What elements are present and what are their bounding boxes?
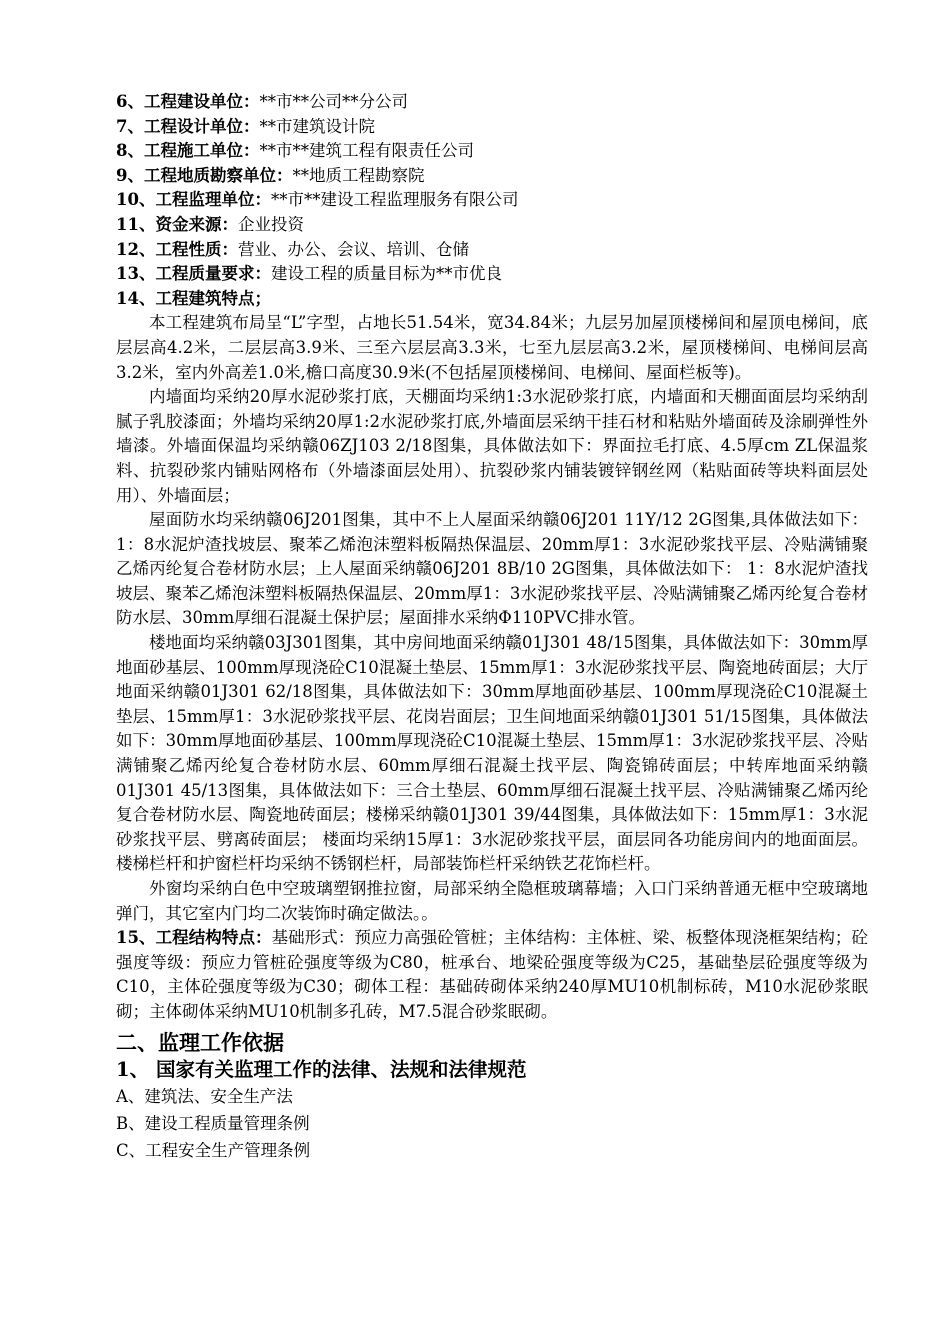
- paragraph-windows: 外窗均采纳白色中空玻璃塑钢推拉窗，局部采纳全隐框玻璃幕墙；入口门采纳普通无框中空玻璃地弹门，其它室内门均二次装饰时确定做法。。: [116, 879, 868, 923]
- heading-supervision-basis: 二、监理工作依据: [116, 1029, 284, 1055]
- document-content: [116, 90, 868, 1164]
- field-label: 6、工程建设单位：: [116, 92, 260, 111]
- paragraph-walls: 内墙面均采纳20厚水泥砂浆打底，天棚面均采纳1:3水泥砂浆打底，内墙面和天棚面面层均采纳刮腻子乳胶漆面；外墙均采纳20厚1:2水泥砂浆打底,外墙面层采纳干挂石材和粘贴外墙面砖及涂刷弹性外墙漆。外墙面保温均采纳赣06ZJ103 2/18图集，具体做法如下：界面拉毛打底、4.5厚cm ZL保温浆料、抗裂砂浆内铺贴网格布（外墙漆面层处用）、抗裂砂浆内铺装镀锌钢丝网（粘贴面砖等块料面层处用）、外墙面层；: [116, 387, 868, 505]
- field-value: 营业、办公、会议、培训、仓储: [237, 239, 469, 259]
- field-funding-source: [116, 213, 868, 238]
- section-label: 15、工程结构特点：: [116, 928, 272, 948]
- heading-number: 1、: [116, 1057, 150, 1081]
- field-contractor: [116, 139, 868, 164]
- field-design-unit: [116, 115, 868, 140]
- paragraph-layout: 本工程建筑布局呈“L”字型，占地长51.54米，宽34.84米；九层另加屋顶楼梯间和屋顶电梯间，底层层高4.2米，二层层高3.9米、三至六层层高3.3米，七至九层层高3.2米，屋顶楼梯间、电梯间层高3.2米，室内外高差1.0米,檐口高度30.9米(不包括屋顶楼梯间、电梯间、屋面栏板等)。: [116, 313, 868, 382]
- field-value: 企业投资: [237, 214, 304, 234]
- field-project-nature: [116, 238, 868, 263]
- reference-item: B、建设工程质量管理条例: [116, 1113, 310, 1133]
- field-label: 8、工程施工单位：: [116, 141, 260, 161]
- field-value: **市**建筑工程有限责任公司: [259, 141, 474, 161]
- field-label: 9、工程地质勘察单位：: [116, 165, 293, 185]
- field-value: **地质工程勘察院: [292, 165, 425, 185]
- reference-item: A、建筑法、安全生产法: [116, 1086, 293, 1106]
- field-label: 10、工程监理单位：: [116, 190, 271, 210]
- paragraph-floors: 楼地面均采纳赣03J301图集，其中房间地面采纳赣01J301 48/15图集，具体做法如下：30mm厚地面砂基层、100mm厚现浇砼C10混凝土垫层、15mm厚1：3水泥砂浆找平层、陶瓷地砖面层；大厅地面采纳赣01J301 62/18图集，具体做法如下：30mm厚地面砂基层、100mm厚现浇砼C10混凝土垫层、15mm厚1：3水泥砂浆找平层、花岗岩面层；卫生间地面采纳赣01J301 51/15图集，具体做法如下：30mm厚地面砂基层、100mm厚现浇砼C10混凝土垫层、15mm厚1：3水泥砂浆找平层、冷贴满铺聚乙烯丙纶复合卷材防水层、60mm厚细石混凝土找平层、陶瓷锦砖面层；中转库地面采纳赣01J301 45/13图集，具体做法如下：三合土垫层、60mm厚细石混凝土找平层、冷贴满铺聚乙烯丙纶复合卷材防水层、陶瓷地砖面层；楼梯采纳赣01J301 39/44图集，具体做法如下：15mm厚1：3水泥砂浆找平层、劈离砖面层； 楼面均采纳15厚1：3水泥砂浆找平层，面层同各功能房间内的地面面层。楼梯栏杆和护窗栏杆均采纳不锈钢栏杆，局部装饰栏杆采纳铁艺花饰栏杆。: [116, 633, 868, 874]
- field-value: **市**公司**分公司: [259, 92, 408, 111]
- field-survey-unit: [116, 164, 868, 189]
- paragraph-roof: 屋面防水均采纳赣06J201图集，其中不上人屋面采纳赣06J201 11Y/12 2G图集,具体做法如下： 1：8水泥炉渣找坡层、聚苯乙烯泡沫塑料板隔热保温层、20mm厚1：3水泥砂浆找平层、冷贴满铺聚乙烯丙纶复合卷材防水层；上人屋面采纳赣06J201 8B/10 2G图集，具体做法如下： 1：8水泥炉渣找坡层、聚苯乙烯泡沫塑料板隔热保温层、20mm厚1：3水泥砂浆找平层、冷贴满铺聚乙烯丙纶复合卷材防水层、30mm厚细石混凝土保护层；屋面排水采纳Φ110PVC排水管。: [116, 510, 868, 628]
- section-text: 基础形式：预应力高强砼管桩；主体结构：主体桩、梁、板整体现浇框架结构；砼强度等级：预应力管桩砼强度等级为C80，桩承台、地梁砼强度等级为C25，基础垫层砼强度等级为C10，主体砼强度等级为C30；砌体工程：基础砖砌体采纳240厚MU10机制标砖，M10水泥砂浆眠砌；主体砌体采纳MU10机制多孔砖，M7.5混合砂浆眠砌。: [116, 928, 869, 1021]
- field-building-features: [116, 287, 868, 312]
- field-label: 7、工程设计单位：: [116, 116, 260, 136]
- field-label: 13、工程质量要求：: [116, 264, 271, 284]
- field-construction-unit: [116, 90, 868, 115]
- field-quality-requirement: [116, 262, 868, 287]
- field-label: 11、资金来源：: [116, 214, 238, 234]
- heading-text: 国家有关监理工作的法律、法规和法律规范: [156, 1057, 527, 1081]
- reference-item: C、工程安全生产管理条例: [116, 1140, 311, 1160]
- heading-laws: [116, 1056, 868, 1083]
- field-value: **市**建设工程监理服务有限公司: [270, 190, 519, 210]
- section-structure-features: [116, 926, 868, 1024]
- field-supervision-unit: [116, 188, 868, 213]
- field-value: 建设工程的质量目标为**市优良: [270, 264, 502, 284]
- field-label: 12、工程性质：: [116, 239, 238, 259]
- field-value: **市建筑设计院: [259, 116, 375, 136]
- field-label: 14、工程建筑特点；: [116, 288, 271, 308]
